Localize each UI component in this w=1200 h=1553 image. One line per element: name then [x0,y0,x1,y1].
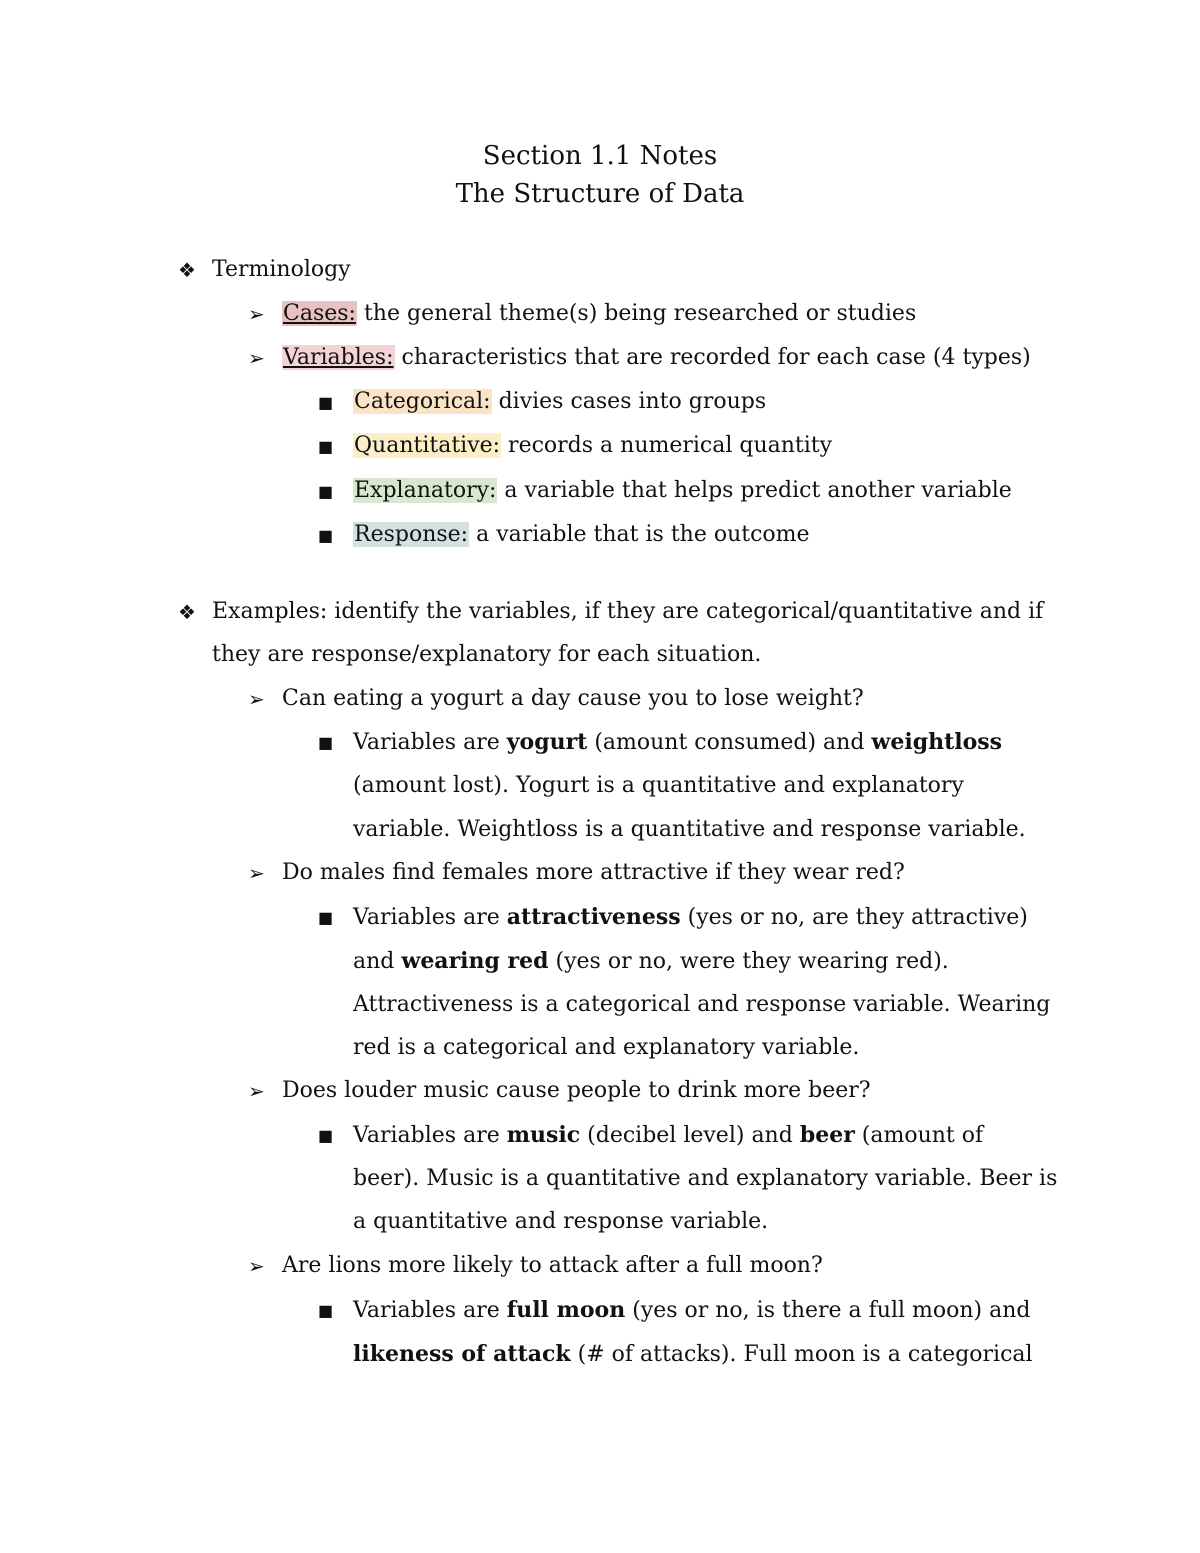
explanatory-term: Explanatory: [354,478,497,503]
square-bullet-icon: ■ [318,733,334,752]
explanatory-text: a variable that helps predict another variable [497,478,1012,503]
arrow-bullet-icon: ➢ [248,687,265,711]
example-question: Do males find females more attractive if they wear red? [282,860,905,885]
title-line-2: The Structure of Data [455,179,745,209]
cases-term: Cases: [283,301,356,326]
response-term: Response: [354,522,469,547]
square-bullet-icon: ■ [318,482,334,501]
answer-text: (yes or no, is there a full moon) and [625,1298,1031,1323]
example-answer-line [353,1295,1031,1326]
variables-term: Variables: [283,345,394,370]
square-bullet-icon: ■ [318,1301,334,1320]
variables-text: characteristics that are recorded for each case (4 types) [394,345,1031,370]
square-bullet-icon: ■ [318,526,334,545]
quantitative-term: Quantitative: [354,433,501,458]
diamond-bullet-icon: ❖ [178,600,196,624]
example-answer-line [353,727,1002,758]
example-answer-line [353,946,949,977]
example-answer-line: Attractiveness is a categorical and response variable. Wearing [353,992,1051,1017]
example-question: Can eating a yogurt a day cause you to lose weight? [282,686,864,711]
examples-intro-line-2: they are response/explanatory for each situation. [212,642,762,667]
cases-text: the general theme(s) being researched or studies [356,301,917,326]
answer-text: (yes or no, were they wearing red). [548,949,949,974]
answer-text: (amount of [854,1123,984,1148]
answer-text: (amount consumed) and [587,730,872,755]
arrow-bullet-icon: ➢ [248,346,265,370]
cases-definition [282,299,916,329]
answer-text: Variables are [353,1123,507,1148]
example-answer-line: (amount lost). Yogurt is a quantitative and explanatory [353,773,964,798]
title-line-1: Section 1.1 Notes [482,141,718,171]
arrow-bullet-icon: ➢ [248,1079,265,1103]
page-title [0,137,1200,213]
square-bullet-icon: ■ [318,437,334,456]
square-bullet-icon: ■ [318,393,334,412]
arrow-bullet-icon: ➢ [248,302,265,326]
variable-name: attractiveness [506,904,681,930]
answer-text: Variables are [353,730,507,755]
example-question: Does louder music cause people to drink more beer? [282,1078,871,1103]
variable-name: music [506,1122,581,1148]
answer-text: (# of attacks). Full moon is a categorical [570,1342,1033,1367]
answer-text: (decibel level) and [580,1123,800,1148]
terminology-heading: Terminology [212,257,351,282]
arrow-bullet-icon: ➢ [248,1254,265,1278]
variable-name: likeness of attack [353,1341,571,1367]
example-question: Are lions more likely to attack after a full moon? [282,1253,823,1278]
response-definition [353,520,810,550]
variable-name: beer [799,1122,855,1148]
examples-intro-line-1: Examples: identify the variables, if they are categorical/quantitative and if [212,599,1044,624]
example-answer-line: variable. Weightloss is a quantitative and response variable. [353,817,1026,842]
quantitative-text: records a numerical quantity [501,433,833,458]
answer-text: and [353,949,402,974]
answer-text: (yes or no, are they attractive) [680,905,1028,930]
answer-text: Variables are [353,905,507,930]
example-answer-line: red is a categorical and explanatory variable. [353,1035,860,1060]
variable-name: yogurt [506,729,588,755]
example-answer-line [353,902,1028,933]
diamond-bullet-icon: ❖ [178,258,196,282]
quantitative-definition [353,431,832,461]
categorical-text: divies cases into groups [491,389,767,414]
categorical-definition [353,387,766,417]
square-bullet-icon: ■ [318,908,334,927]
example-answer-line: a quantitative and response variable. [353,1209,769,1234]
variables-definition [282,343,1031,373]
example-answer-line: beer). Music is a quantitative and explanatory variable. Beer is [353,1166,1058,1191]
variable-name: full moon [506,1297,626,1323]
variable-name: weightloss [871,729,1003,755]
example-answer-line [353,1120,983,1151]
example-answer-line [353,1339,1033,1370]
answer-text: Variables are [353,1298,507,1323]
arrow-bullet-icon: ➢ [248,861,265,885]
explanatory-definition [353,476,1012,506]
categorical-term: Categorical: [354,389,491,414]
variable-name: wearing red [401,948,549,974]
square-bullet-icon: ■ [318,1126,334,1145]
response-text: a variable that is the outcome [469,522,810,547]
